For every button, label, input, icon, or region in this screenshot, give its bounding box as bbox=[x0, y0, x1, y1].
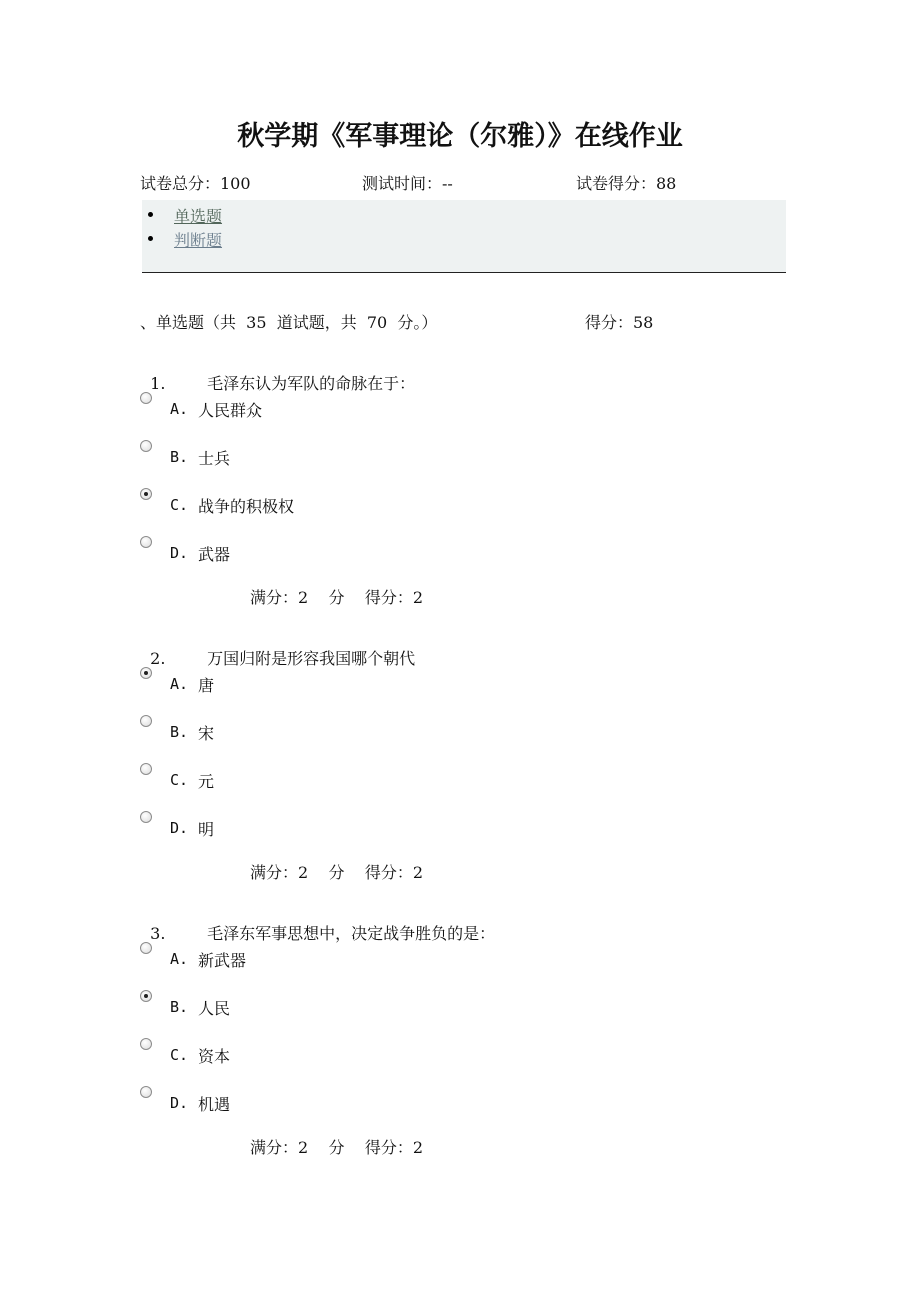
single-choice-link[interactable]: 单选题 bbox=[174, 207, 223, 226]
option-letter: A. bbox=[170, 675, 189, 693]
radio-button-selected[interactable] bbox=[140, 990, 152, 1002]
question-number: 3. bbox=[150, 924, 166, 943]
option-letter: A. bbox=[170, 400, 189, 418]
question-1-score: 满分：2 分 得分：2 bbox=[250, 588, 424, 607]
question-text: 万国归附是形容我国哪个朝代 bbox=[207, 649, 416, 668]
question-2 bbox=[140, 627, 415, 669]
option-text: 人民 bbox=[198, 999, 231, 1018]
radio-button[interactable] bbox=[140, 942, 152, 954]
paper-score: 试卷得分：88 bbox=[576, 174, 677, 193]
option-text: 新武器 bbox=[198, 951, 247, 970]
question-3-score: 满分：2 分 得分：2 bbox=[250, 1138, 424, 1157]
radio-button[interactable] bbox=[140, 763, 152, 775]
radio-button[interactable] bbox=[140, 536, 152, 548]
section-heading: 、单选题（共 35 道试题，共 70 分。） bbox=[140, 313, 438, 332]
radio-button[interactable] bbox=[140, 811, 152, 823]
option-text: 机遇 bbox=[198, 1095, 231, 1114]
question-2-score: 满分：2 分 得分：2 bbox=[250, 863, 424, 882]
option-text: 资本 bbox=[198, 1047, 231, 1066]
option-letter: A. bbox=[170, 950, 189, 968]
option-letter: D. bbox=[170, 1094, 189, 1112]
option-text: 人民群众 bbox=[198, 401, 263, 420]
option-letter: C. bbox=[170, 1046, 189, 1064]
question-1 bbox=[140, 352, 415, 394]
section-score: 得分：58 bbox=[585, 313, 654, 332]
option-letter: C. bbox=[170, 496, 189, 514]
nav-item-true-false bbox=[174, 228, 222, 251]
radio-button[interactable] bbox=[140, 1086, 152, 1098]
question-3 bbox=[140, 902, 495, 944]
question-number: 2. bbox=[150, 649, 166, 668]
nav-item-single-choice bbox=[174, 204, 222, 227]
question-text: 毛泽东军事思想中，决定战争胜负的是： bbox=[207, 924, 496, 943]
option-text: 宋 bbox=[198, 724, 215, 743]
option-text: 战争的积极权 bbox=[198, 497, 295, 516]
true-false-link[interactable]: 判断题 bbox=[174, 231, 223, 250]
question-text: 毛泽东认为军队的命脉在于： bbox=[207, 374, 416, 393]
test-time: 测试时间：-- bbox=[362, 174, 453, 193]
radio-button[interactable] bbox=[140, 715, 152, 727]
option-text: 元 bbox=[198, 772, 215, 791]
option-letter: D. bbox=[170, 819, 189, 837]
radio-button-selected[interactable] bbox=[140, 488, 152, 500]
page-title: 秋学期《军事理论（尔雅）》在线作业 bbox=[237, 121, 683, 152]
option-letter: B. bbox=[170, 448, 189, 466]
option-text: 士兵 bbox=[198, 449, 231, 468]
question-number: 1. bbox=[150, 374, 166, 393]
option-letter: B. bbox=[170, 998, 189, 1016]
option-text: 明 bbox=[198, 820, 215, 839]
option-letter: B. bbox=[170, 723, 189, 741]
radio-button-selected[interactable] bbox=[140, 667, 152, 679]
option-letter: D. bbox=[170, 544, 189, 562]
radio-button[interactable] bbox=[140, 392, 152, 404]
option-text: 武器 bbox=[198, 545, 231, 564]
question-type-nav bbox=[142, 200, 786, 273]
option-text: 唐 bbox=[198, 676, 215, 695]
total-score: 试卷总分：100 bbox=[140, 174, 251, 193]
radio-button[interactable] bbox=[140, 440, 152, 452]
radio-button[interactable] bbox=[140, 1038, 152, 1050]
option-letter: C. bbox=[170, 771, 189, 789]
